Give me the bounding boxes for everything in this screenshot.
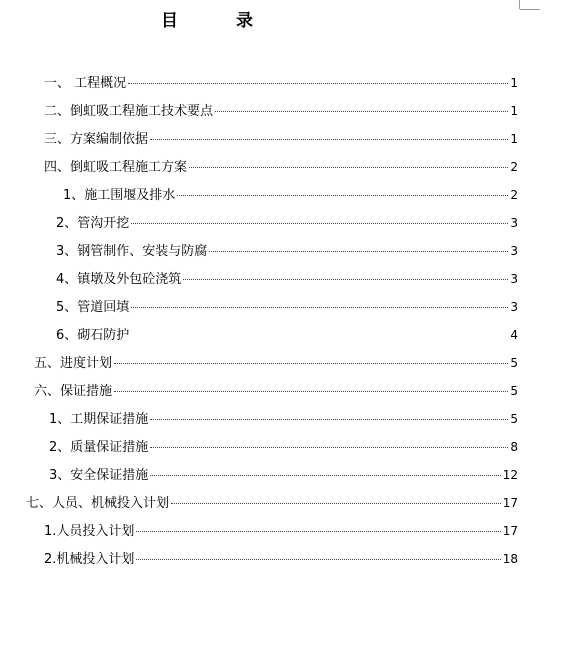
toc-entry-page: 1: [510, 104, 518, 118]
toc-entry-page: 18: [502, 552, 518, 566]
toc-entry-page: 5: [510, 356, 518, 370]
toc-entry[interactable]: [44, 157, 518, 177]
toc-entry-label: 2、质量保证措施: [49, 440, 149, 455]
toc-entry[interactable]: [56, 269, 518, 289]
toc-entry-label: 五、进度计划: [34, 356, 113, 371]
toc-dot-leader: [128, 83, 508, 84]
toc-entry-page: 4: [510, 328, 518, 342]
toc-entry-page: 17: [502, 524, 518, 538]
toc-entry-label: 2、管沟开挖: [56, 216, 130, 231]
toc-entry-label: 6、砌石防护: [56, 328, 130, 343]
toc-entry[interactable]: [34, 381, 518, 401]
toc-entry-page: 5: [510, 412, 518, 426]
toc-entry-page: 3: [510, 300, 518, 314]
toc-entry[interactable]: [63, 185, 518, 205]
toc-entry-label: 二、倒虹吸工程施工技术要点: [44, 104, 214, 119]
toc-dot-leader: [150, 447, 508, 448]
toc-entry-page: 1: [510, 76, 518, 90]
toc-entry-page: 17: [502, 496, 518, 510]
toc-entry-page: 5: [510, 384, 518, 398]
toc-dot-leader: [150, 419, 508, 420]
toc-entry[interactable]: [34, 353, 518, 373]
toc-entry[interactable]: [26, 493, 518, 513]
toc-entry-label: 4、镇墩及外包砼浇筑: [56, 272, 182, 287]
toc-dot-leader: [136, 559, 500, 560]
toc-dot-leader: [171, 503, 501, 504]
toc-dot-leader: [131, 223, 508, 224]
toc-entry-page: 12: [502, 468, 518, 482]
toc-entry-label: 一、 工程概况: [44, 76, 127, 91]
toc-entry-page: 8: [510, 440, 518, 454]
toc-entry-label: 1、施工围堰及排水: [63, 188, 176, 203]
crop-mark-horizontal: [520, 9, 540, 10]
toc-entry-label: 三、方案编制依据: [44, 132, 149, 147]
toc-dot-leader: [131, 307, 508, 308]
toc-dot-leader: [114, 363, 508, 364]
toc-entry[interactable]: [44, 73, 518, 93]
toc-entry-page: 3: [510, 244, 518, 258]
toc-entry-label: 3、安全保证措施: [49, 468, 149, 483]
toc-entry-page: 2: [510, 160, 518, 174]
toc-entry-label: 六、保证措施: [34, 384, 113, 399]
toc-dot-leader: [189, 167, 508, 168]
toc-entry-label: 5、管道回填: [56, 300, 130, 315]
toc-entry[interactable]: [49, 437, 518, 457]
toc-dot-leader: [183, 279, 508, 280]
toc-dot-leader: [114, 391, 508, 392]
toc-entry[interactable]: [44, 521, 518, 541]
toc-entry[interactable]: [56, 213, 518, 233]
toc-dot-leader: [177, 195, 508, 196]
toc-entry[interactable]: [56, 297, 518, 317]
toc-entry[interactable]: [56, 325, 518, 345]
toc-entry-label: 四、倒虹吸工程施工方案: [44, 160, 188, 175]
toc-entry-page: 3: [510, 216, 518, 230]
crop-mark-vertical: [519, 0, 520, 9]
toc-entry[interactable]: [44, 129, 518, 149]
toc-entry-page: 2: [510, 188, 518, 202]
toc-entry-label: 2.机械投入计划: [44, 552, 135, 567]
toc-entry[interactable]: [56, 241, 518, 261]
toc-entry-page: 1: [510, 132, 518, 146]
toc-entry-page: 3: [510, 272, 518, 286]
toc-dot-leader: [209, 251, 508, 252]
toc-entry-label: 1、工期保证措施: [49, 412, 149, 427]
toc-dot-leader: [136, 531, 500, 532]
toc-entry[interactable]: [44, 549, 518, 569]
toc-entry-label: 3、钢管制作、安装与防腐: [56, 244, 208, 259]
toc-dot-leader: [150, 139, 508, 140]
toc-entry[interactable]: [49, 465, 518, 485]
toc-dot-leader: [150, 475, 500, 476]
toc-entry-label: 1.人员投入计划: [44, 524, 135, 539]
toc-dot-leader: [215, 111, 508, 112]
toc-entry[interactable]: [44, 101, 518, 121]
toc-title: 目 录: [161, 11, 279, 31]
toc-entry[interactable]: [49, 409, 518, 429]
toc-entry-label: 七、人员、机械投入计划: [26, 496, 170, 511]
